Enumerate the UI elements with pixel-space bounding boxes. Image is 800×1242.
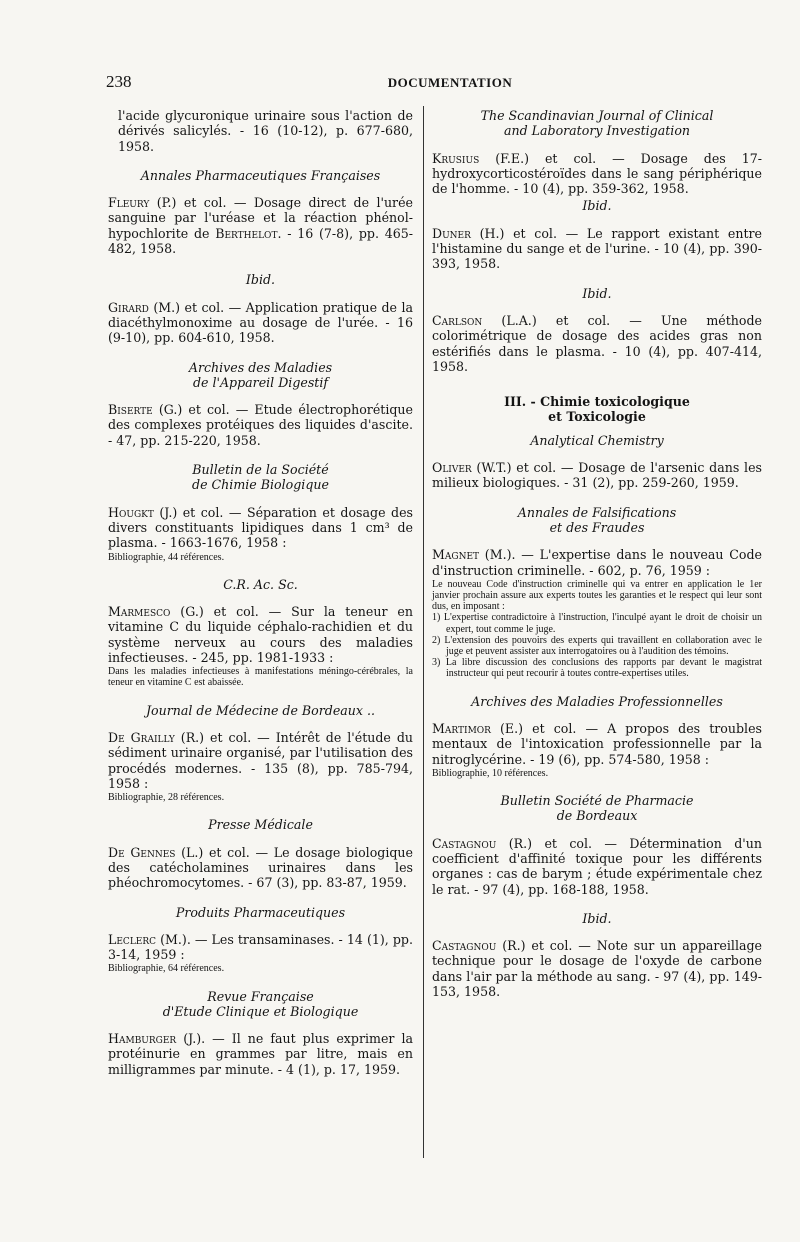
entry-author: Fleury (P.)	[108, 195, 177, 211]
entry-author: Biserte (G.)	[108, 402, 183, 418]
journal-title: Annales Pharmaceutiques Françaises	[140, 167, 381, 183]
bib-entry	[108, 604, 413, 665]
journal-title-line2: de Bordeaux	[556, 808, 638, 824]
journal-title-line2: et des Fraudes	[549, 519, 645, 535]
journal-title	[108, 989, 413, 1020]
bib-entry	[108, 195, 413, 256]
entry-note: Dans les maladies infectieuses à manifestations méningo-cérébrales, la teneur en vitamine C est abaissée.	[108, 666, 413, 689]
entry-author: Duner (H.)	[432, 225, 505, 241]
entry-text: et col. — Dosage de l'arsenic dans les milieux biologiques. - 31 (2), pp. 259-260, 1959.	[432, 460, 762, 491]
journal-title-line2: d'Etude Clinique et Biologique	[162, 1003, 359, 1019]
bib-entry	[432, 836, 762, 897]
journal-title-line1: The Scandinavian Journal of Clinical	[480, 108, 714, 123]
entry-text: et col. — Dosage direct de l'urée sanguine par l'uréase et la réaction phénol-hypochlorite de	[108, 195, 413, 241]
entry-author: De Grailly (R.)	[108, 729, 205, 745]
bib-entry	[432, 460, 762, 491]
journal-title: Ibid.	[582, 285, 612, 301]
journal-title: Analytical Chemistry	[530, 432, 664, 448]
bib-entry	[108, 1031, 413, 1077]
journal-title-line2: de l'Appareil Digestif	[192, 374, 329, 390]
bib-entry	[432, 151, 762, 197]
journal-title-line1: Archives des Maladies	[188, 359, 333, 375]
bib-entry	[432, 721, 762, 767]
entry-author: Carlson (L.A.)	[432, 312, 537, 328]
note-list-item: 1) L'expertise contradictoire à l'instruction, l'inculpé ayant le droit de choisir un expert, tout comme le juge.	[432, 612, 762, 635]
entry-text: et col. — Sur la teneur en vitamine C du liquide céphalo-rachidien et du système nerveux au cours des maladies infectieuses. - 245, pp. 1981-1933 :	[108, 604, 413, 665]
left-column	[108, 108, 413, 1077]
journal-title	[108, 360, 413, 391]
journal-title-line2: and Laboratory Investigation	[503, 123, 691, 139]
journal-title: Ibid.	[582, 198, 612, 214]
section-heading	[432, 394, 762, 425]
entry-text: et col. — Note sur un appareillage technique pour le dosage de l'oxyde de carbone dans l'air par la méthode au sang. - 97 (4), pp. 149-153, 1958.	[432, 938, 762, 1000]
bib-entry	[432, 938, 762, 999]
entry-author: Martimor (E.)	[432, 720, 524, 736]
entry-author: Krusius (F.E.)	[432, 150, 530, 166]
journal-title: Presse Médicale	[208, 817, 313, 833]
bib-entry	[432, 226, 762, 272]
journal-title-line2: de Chimie Biologique	[192, 477, 329, 493]
journal-title: Archives des Maladies Professionnelles	[471, 693, 723, 709]
entry-author: Magnet (M.)	[432, 547, 512, 563]
continued-entry: l'acide glycuronique urinaire sous l'action de dérivés salicylés. - 16 (10-12), p. 677-680, 1958.	[118, 108, 413, 154]
bib-entry	[432, 313, 762, 374]
note-list-item: 3) La libre discussion des conclusions des rapports par devant le magistrat instructeur qui peut recourir à toutes contre-expertises utiles.	[432, 657, 762, 680]
section-heading-line1: III. - Chimie toxicologique	[504, 394, 690, 410]
journal-title: Ibid.	[582, 910, 612, 926]
entry-author: Girard (M.)	[108, 299, 181, 315]
entry-note: Bibliographie, 64 références.	[108, 963, 225, 975]
entry-author: De Gennes (L.)	[108, 844, 204, 860]
entry-text: . — Les transaminases. - 14 (1), pp. 3-14, 1959 :	[108, 931, 413, 963]
entry-author: Leclerc (M.)	[108, 931, 187, 947]
running-title: DOCUMENTATION	[387, 75, 513, 90]
entry-text: et col. — Dosage des 17-hydroxycorticostéroïdes dans le sang périphérique de l'homme. - 10 (4), pp. 359-362, 1958.	[432, 150, 763, 197]
entry-text: et col. — Une méthode colorimétrique de dosage des acides gras non estérifiés dans le plasma. - 10 (4), pp. 407-414, 1958.	[432, 312, 762, 374]
entry-text-tail: . - 16 (7-8), pp. 465-482, 1958.	[108, 225, 413, 257]
entry-text: . — Il ne faut plus exprimer la protéinurie en grammes par litre, mais en milligrammes par minute. - 4 (1), p. 17, 1959.	[108, 1031, 413, 1077]
entry-author: Oliver (W.T.)	[432, 460, 512, 476]
entry-text: et col. — Le dosage biologique des catécholamines urinaires dans les phéochromocytomes. - 67 (3), pp. 83-87, 1959.	[108, 844, 413, 891]
bib-entry	[108, 730, 413, 791]
right-column	[432, 108, 762, 999]
column-divider	[423, 106, 424, 1158]
entry-text: et col. — Détermination d'un coefficient d'affinité toxique pour les différents organes : cas de barym ; étude expérimentale chez le rat. - 97 (4), pp. 168-188, 1958.	[432, 835, 762, 897]
bib-entry	[108, 845, 413, 891]
journal-title-line1: Revue Française	[207, 988, 314, 1004]
journal-title-line1: Annales de Falsifications	[517, 504, 677, 520]
bib-entry	[108, 505, 413, 551]
entry-text: et col. — A propos des troubles mentaux de l'intoxication professionnelle par la nitroglycérine. - 19 (6), pp. 574-580, 1958 :	[432, 720, 762, 767]
entry-text: et col. — Application pratique de la diacéthylmonoxime au dosage de l'urée. - 16 (9-10), pp. 604-610, 1958.	[108, 299, 413, 346]
entry-note: Bibliographie, 44 références.	[108, 551, 225, 563]
entry-note: Bibliographie, 28 références.	[108, 792, 225, 804]
section-heading-line2: et Toxicologie	[548, 409, 646, 425]
note-list-item: 2) L'extension des pouvoirs des experts qui travaillent en collaboration avec le juge et peuvent assister aux interrogatoires ou à l'audition des témoins.	[432, 634, 762, 658]
journal-title-line1: Bulletin de la Société	[192, 462, 329, 478]
entry-text: . — L'expertise dans le nouveau Code d'instruction criminelle. - 602, p. 76, 1959 :	[432, 547, 762, 578]
journal-title: Journal de Médecine de Bordeaux ..	[145, 702, 376, 718]
entry-author: Castagnou (R.)	[432, 835, 533, 851]
journal-title: C.R. Ac. Sc.	[223, 576, 298, 592]
entry-author: Castagnou (R.)	[432, 938, 526, 954]
bib-entry	[108, 932, 413, 963]
journal-title-line1: Bulletin Société de Pharmacie	[500, 793, 694, 809]
entry-text: et col. — Séparation et dosage des divers constituants lipidiques dans 1 cm³ de plasma. - 1663-1676, 1958 :	[108, 504, 413, 551]
entry-author: Hamburger (J.)	[108, 1031, 202, 1047]
entry-note: Le nouveau Code d'instruction criminelle qui va entrer en application le 1er janvier prochain assure aux experts toutes les garanties et le respect qui leur sont dus, en imposant :	[432, 578, 762, 613]
journal-title	[432, 505, 762, 536]
bib-entry	[432, 547, 762, 578]
journal-title	[108, 462, 413, 493]
bib-entry	[108, 300, 413, 346]
page-header	[106, 72, 704, 94]
journal-title	[432, 108, 762, 139]
page-number: 238	[106, 72, 132, 91]
note-list	[432, 612, 762, 679]
entry-author-ref: Berthelot	[215, 225, 278, 241]
journal-title	[432, 793, 762, 824]
entry-note: Bibliographie, 10 références.	[432, 767, 549, 779]
bib-entry	[108, 402, 413, 448]
entry-text: et col. — Le rapport existant entre l'histamine du sange et de l'urine. - 10 (4), pp. 390-393, 1958.	[432, 225, 762, 272]
journal-title: Ibid.	[245, 272, 276, 288]
entry-text: et col. — Etude électrophorétique des complexes protéiques des liquides d'ascite. - 47, pp. 215-220, 1958.	[108, 402, 413, 448]
entry-author: Hougkt (J.)	[108, 504, 178, 520]
entry-text: et col. — Intérêt de l'étude du sédiment urinaire organisé, par l'utilisation des procédés modernes. - 135 (8), pp. 785-794, 1958 :	[108, 729, 414, 791]
journal-title: Produits Pharmaceutiques	[175, 904, 346, 920]
entry-author: Marmesco (G.)	[108, 604, 204, 620]
